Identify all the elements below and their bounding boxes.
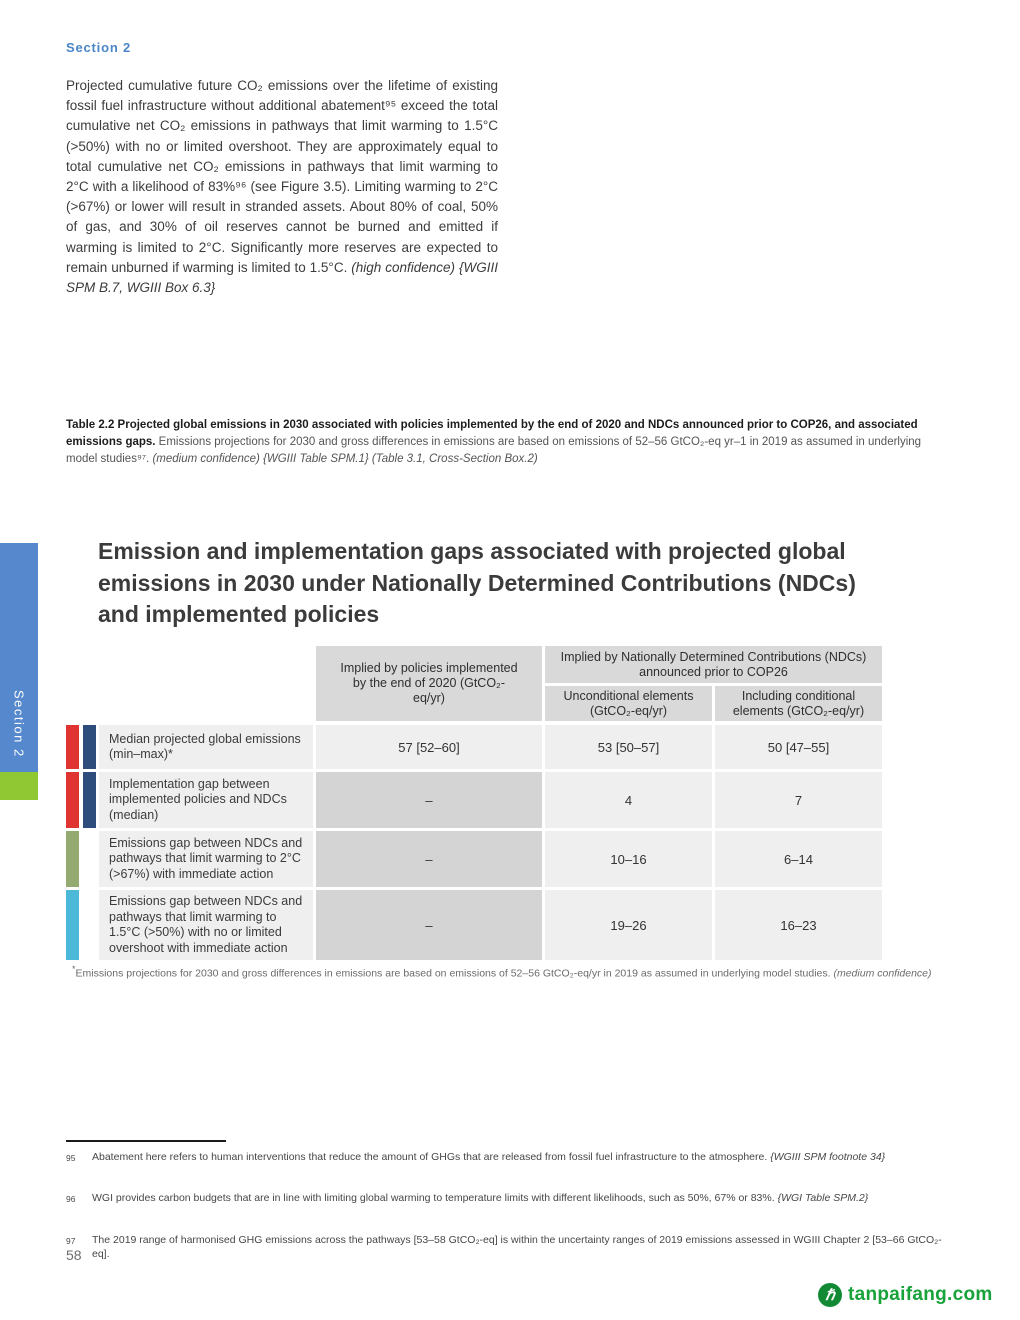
cell-policies: 57 [52–60] — [316, 725, 542, 769]
asterisk-marker: * — [72, 964, 76, 974]
footnote-95 — [66, 1150, 944, 1165]
row-color-bars — [66, 725, 96, 769]
cell-unconditional: 53 [50–57] — [545, 725, 712, 769]
footnote-text-main: Abatement here refers to human interventions that reduce the amount of GHGs that are released from fossil fuel infrastructure to the atmosphere. — [92, 1151, 771, 1163]
caption-citation-1: {WGIII Table SPM.1} — [263, 452, 369, 465]
footnote-rule — [66, 1140, 226, 1142]
emissions-table — [66, 646, 884, 963]
header-ndc-group: Implied by Nationally Determined Contributions (NDCs) announced prior to COP26 — [545, 646, 882, 683]
cell-unconditional: 10–16 — [545, 831, 712, 887]
page-number: 58 — [66, 1247, 82, 1263]
body-paragraph — [66, 76, 498, 298]
cell-conditional: 7 — [715, 772, 882, 828]
header-conditional: Including conditional elements (GtCO₂-eq/yr) — [715, 686, 882, 721]
cell-conditional: 6–14 — [715, 831, 882, 887]
red-bar-icon — [66, 725, 79, 769]
header-policies: Implied by policies implemented by the end of 2020 (GtCO₂-eq/yr) — [316, 646, 542, 721]
row-label: Implementation gap between implemented policies and NDCs (median) — [99, 772, 313, 828]
cell-unconditional: 19–26 — [545, 890, 712, 960]
header-spacer — [66, 646, 313, 721]
cell-policies: – — [316, 831, 542, 887]
footnote-text — [92, 1150, 944, 1165]
header-ndc-block — [545, 646, 882, 721]
table-caption-normal: Emissions projections for 2030 and gross differences in emissions are based on emissions of 52–56 GtCO₂-eq yr–1 in 2019 as assumed in underlying model studies⁹⁷. — [66, 435, 922, 465]
section-label: Section 2 — [66, 40, 131, 55]
header-ndc-subheaders — [545, 686, 882, 721]
paragraph-text: Projected cumulative future CO₂ emissions over the lifetime of existing fossil fuel infrastructure without additional abatement⁹⁵ exceed the total cumulative net CO₂ emissions in pathways that limit warming to 1.5°C (>50%) with no or limited overshoot. They are approximately equal to total cumulative net CO₂ emissions in pathways that limit warming to 2°C with a likelihood of 83%⁹⁶ (see Figure 3.5). Limiting warming to 2°C (>67%) or lower will result in stranded assets. About 80% of coal, 50% of gas, and 30% of oil reserves cannot be burned and emitted if warming is limited to 2°C. Significantly more reserves are expected to remain unburned if warming is limited to 1.5°C. — [66, 78, 498, 275]
cell-conditional: 50 [47–55] — [715, 725, 882, 769]
footnote-97 — [66, 1233, 944, 1261]
row-label: Emissions gap between NDCs and pathways that limit warming to 1.5°C (>50%) with no or limited overshoot with immediate action — [99, 890, 313, 960]
sidebar-green-marker — [0, 772, 38, 800]
row-color-bars — [66, 772, 96, 828]
caption-citation-2: (Table 3.1, Cross-Section Box.2) — [371, 452, 538, 465]
table-caption — [66, 417, 942, 467]
table-row — [66, 890, 884, 960]
table-title: Emission and implementation gaps associated with projected global emissions in 2030 under Nationally Determined Contributions (NDCs) and implemented policies — [98, 538, 856, 627]
footnote-text-main: The 2019 range of harmonised GHG emissions across the pathways [53–58 GtCO₂-eq] is within the uncertainty ranges of 2019 emissions assessed in WGIII Chapter 2 [53–66 GtCO₂-eq]. — [92, 1234, 942, 1260]
cell-policies: – — [316, 772, 542, 828]
cell-conditional: 16–23 — [715, 890, 882, 960]
table-row — [66, 725, 884, 769]
table-row — [66, 772, 884, 828]
citation-reference: {WGIII SPM B.7, WGIII Box 6.3} — [66, 259, 498, 296]
header-unconditional: Unconditional elements (GtCO₂-eq/yr) — [545, 686, 712, 721]
table-footnote-text: Emissions projections for 2030 and gross differences in emissions are based on emissions of 52–56 GtCO₂-eq/yr in 2019 as assumed in underlying model studies. — [75, 967, 834, 980]
table-caption-bold: Table 2.2 Projected global emissions in 2030 associated with policies implemented by the end of 2020 and NDCs announced prior to COP26, and associated emissions gaps. — [66, 419, 918, 448]
sidebar-section-tab — [0, 543, 38, 772]
sidebar-section-tab-label: Section 2 — [11, 690, 27, 758]
footnote-citation: {WGI Table SPM.2} — [777, 1192, 869, 1204]
olive-bar-icon — [66, 831, 79, 887]
footnote-text — [92, 1233, 944, 1261]
table-footnote — [72, 964, 940, 980]
footnote-text — [92, 1191, 944, 1206]
footnote-96 — [66, 1191, 944, 1206]
site-logo[interactable] — [818, 1283, 993, 1307]
row-label: Emissions gap between NDCs and pathways that limit warming to 2°C (>67%) with immediate action — [99, 831, 313, 887]
footnote-text-main: WGI provides carbon budgets that are in line with limiting global warming to temperature limits with different likelihoods, such as 50%, 67% or 83%. — [92, 1192, 778, 1204]
cyan-bar-icon — [66, 890, 79, 960]
footnote-number: 97 — [66, 1236, 76, 1246]
footnote-number: 95 — [66, 1153, 76, 1163]
caption-confidence: (medium confidence) — [152, 452, 260, 465]
row-color-bars — [66, 890, 96, 960]
footnote-citation: {WGIII SPM footnote 34} — [770, 1151, 886, 1163]
site-logo-text: tanpaifang.com — [848, 1284, 993, 1305]
footnote-number: 96 — [66, 1194, 76, 1204]
table-header-row — [66, 646, 884, 721]
navy-bar-icon — [83, 772, 96, 828]
row-label: Median projected global emissions (min–max)* — [99, 725, 313, 769]
navy-bar-icon — [83, 725, 96, 769]
cell-policies: – — [316, 890, 542, 960]
table-row — [66, 831, 884, 887]
site-logo-icon: ℏ — [818, 1283, 842, 1307]
confidence-note: (high confidence) — [351, 259, 456, 275]
table-footnote-confidence: (medium confidence) — [833, 967, 932, 980]
cell-unconditional: 4 — [545, 772, 712, 828]
row-color-bars — [66, 831, 96, 887]
red-bar-icon — [66, 772, 79, 828]
